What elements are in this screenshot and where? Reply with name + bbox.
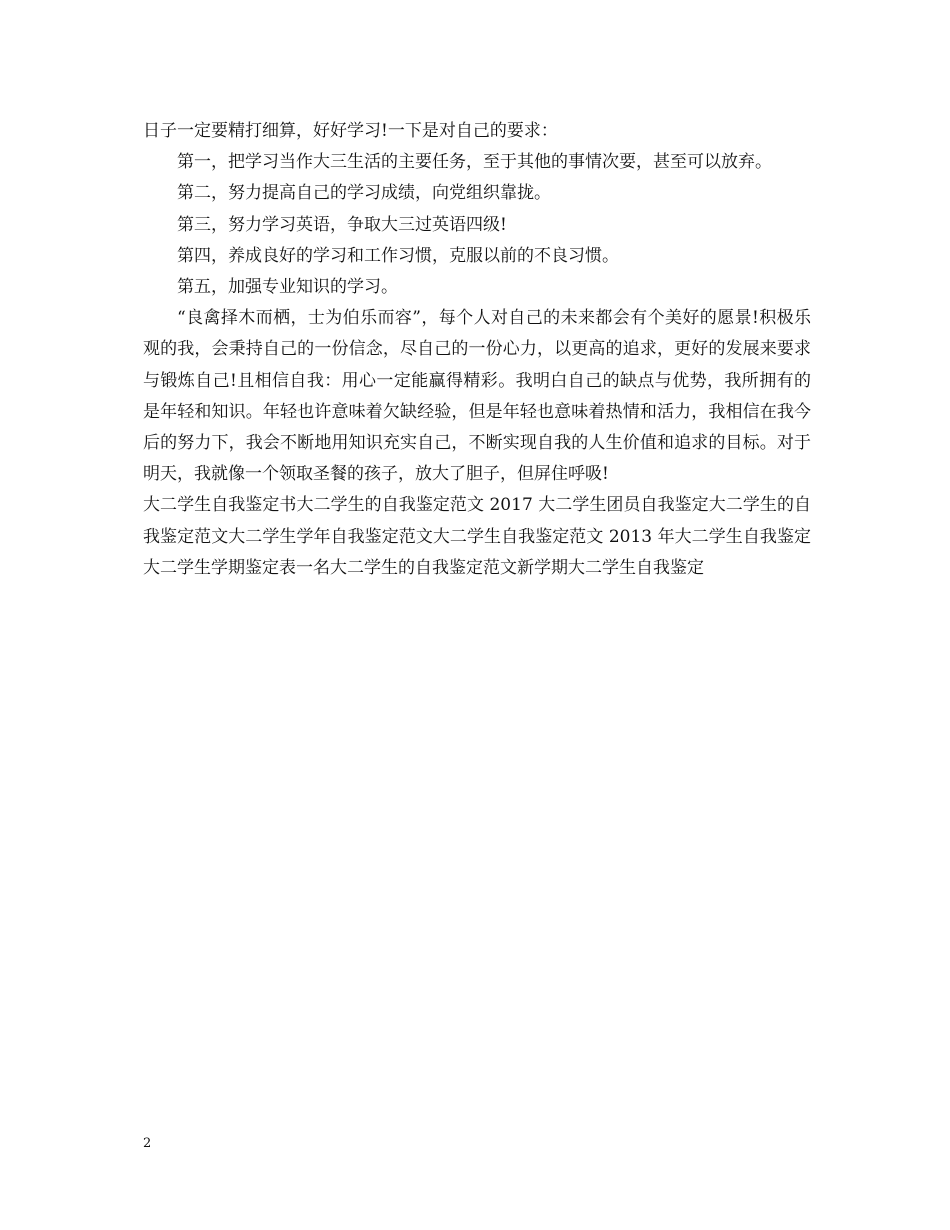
paragraph-related-titles: 大二学生自我鉴定书大二学生的自我鉴定范文 2017 大二学生团员自我鉴定大二学生的自我鉴定范文大二学生学年自我鉴定范文大二学生自我鉴定范文 2013 年大二学生自我鉴定大二学生学期鉴定表一名大二学生的自我鉴定范文新学期大二学生自我鉴定 [143, 495, 811, 578]
document-body [143, 116, 811, 584]
paragraph-requirement-2: 第二，努力提高自己的学习成绩，向党组织靠拢。 [177, 183, 551, 204]
page-number: 2 [143, 1136, 152, 1151]
paragraph-requirement-4: 第四，养成良好的学习和工作习惯，克服以前的不良习惯。 [177, 245, 619, 266]
paragraph-requirement-5: 第五，加强专业知识的学习。 [177, 277, 398, 298]
paragraph-intro: 日子一定要精打细算，好好学习!一下是对自己的要求： [143, 121, 558, 141]
paragraph-requirement-3: 第三，努力学习英语，争取大三过英语四级! [177, 214, 507, 235]
paragraph-outlook: “良禽择木而栖，士为伯乐而容”，每个人对自己的未来都会有个美好的愿景!积极乐观的我，会秉持自己的一份信念，尽自己的一份心力，以更高的追求，更好的发展来要求与锻炼自己!且相信自我：用心一定能赢得精彩。我明白自己的缺点与优势，我所拥有的是年轻和知识。年轻也许意味着欠缺经验，但是年轻也意味着热情和活力，我相信在我今后的努力下，我会不断地用知识充实自己，不断实现自我的人生价值和追求的目标。对于明天，我就像一个领取圣餐的孩子，放大了胆子，但屏住呼吸! [143, 308, 811, 485]
paragraph-requirement-1: 第一，把学习当作大三生活的主要任务，至于其他的事情次要，甚至可以放弃。 [177, 152, 772, 173]
